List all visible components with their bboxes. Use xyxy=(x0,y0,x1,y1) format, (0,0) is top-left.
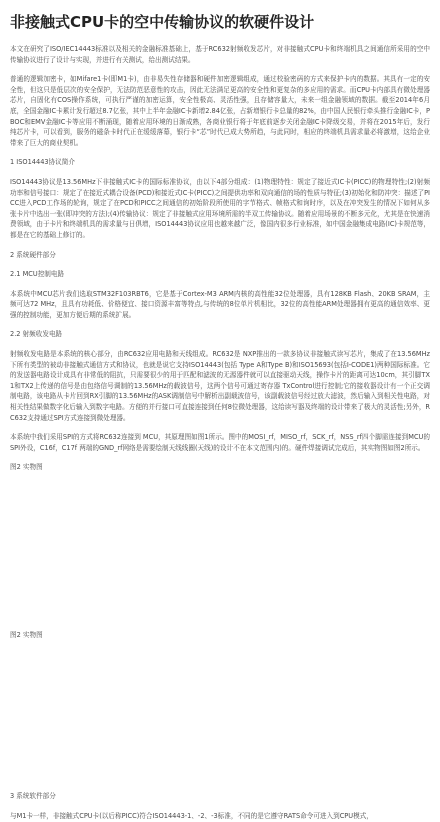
section-2-2-paragraph-1: 射频收发电路是本系统的核心部分，由RC632应用电路和天线组成。RC632是 NXP推出的一款多协议非接触式读写芯片，集成了在13.56MHz下所有类型的被动非接触式通信方式和协议，也就是说它支持ISO14443(包括 Type A和Type B)和ISO15693(包括I-CODE1)两种国际标准。它的发送器电路设计成具有非常低的阻抗，只需要很少的用于匹配和滤波的无源器件就可以直接驱动天线，操作卡片的距离可达10cm，其引脚TX1和TX2上传递的信号是由包络信号调制的13.56MHz的载波信号，这两个信号可通过寄存器 TxControl进行控制;它的接收器设计有一个正交调制电路，该电路从卡片回到RX引脚的13.56MHz的ASK调制信号中解析出副载波信号，该副载波信号经过放大滤波，然后输入到相关性电路，对相关性结果做数字化后输入到数字电路。方便的并行接口可直接连接到任何8位微处理器，这给读写器及终端的设计带来了极大的灵活性;另外，RC632支持通过SPI方式连接到微处理器。 xyxy=(10,350,430,422)
section-1-paragraph: ISO14443协议是13.56MHz下非接触式IC卡的国际标准协议，由以下4部分组成：(1)物理特性：规定了接近式IC卡(PICC)的物理特性;(2)射频功率和信号接口：规定了在接近式耦合设备(PCD)和接近式IC卡(PICC)之间提供功率和双向通信的场的性质与特征;(3)初始化和防冲突：描述了PICC进入PCD工作场的轮询，规定了在PCD和PICC之间通信的初始阶段所使用的字节格式、帧格式和询时序，以及在冲突发生的情况下如何从多张卡片中选出一张(即冲突的方法);(4)传输协议：规定了非接触式应用环境所需的半双工传输协议。随着应用场景的不断多元化，尤其是在快速消费领域，由于卡片和终端机具的需求量与日俱增，ISO14443协议应用也越来越广泛，像国内很多行业标准，如中国金融集成电路(IC)卡规范等，都是在它的基础上修订的。 xyxy=(10,177,430,239)
figure-caption: 图2 实物图 xyxy=(10,631,43,640)
figure-image-placeholder xyxy=(10,640,430,791)
abstract-paragraph: 本文在研究了ISO/IEC14443标准以及相关的金融标准基础上，基于RC632射频收发芯片，对非接触式CPU卡和终端机具之间通信所采用的空中传输协议进行了设计与实现，并进行有关测试，给出测试结果。 xyxy=(10,45,430,64)
figure-2-block xyxy=(10,462,430,628)
figure-2-repeat-block xyxy=(10,630,430,791)
intro-paragraph: 普通的逻辑加密卡，如Mifare1卡(即M1卡)，由非易失性存储器和硬件加密逻辑组成，通过校验密码的方式来保护卡内的数据。其具有一定的安全性，但这只是低层次的安全保护，无法防范恶意性的攻击，因此无法满足更高的安全性和更复杂的多应用的需求。而CPU卡内部具有微处理器芯片，自固化有COS操作系统，可执行严谨的加密运算，安全性极高、灵活性强，且存储容量大，未来一组金融领域的数据。截至2014年6月底，全国金融IC卡累计发行超过8.7亿张，其中上半年金融IC卡新增2.84亿张，占新增银行卡总量的82%，由中国人民银行牵头推行金融IC卡，PBOC和EMV金融IC卡等应用不断涌现，随着应用环境的日渐成熟，各商业银行将于年底前逐步关闭金融IC卡降级交易，并将在2015年后，发行纯芯片卡，可以看到，服务的磁条卡时代正在缓缓落幕，银行卡“芯”时代已成大势所趋，与此同时，相应的终端机具需求量必将激增，这给企业带来了巨大的商业契机。 xyxy=(10,75,430,147)
section-3-paragraph: 与M1卡一样，非接触式CPU卡(以后称PICC)符合ISO14443-1、-2、-3标准，不同的是它遵守RATS命令可进入到CPU模式， xyxy=(10,812,373,820)
section-1-heading: 1 ISO14443协议简介 xyxy=(10,158,75,167)
section-2-2-paragraph-2: 本系统中我们采用SPI的方式将RC632连接到 MCU，其原理图如图1所示。图中的MOSI_rf，MISO_rf，SCK_rf，NSS_rf四个脚需连接到MCU的SPI外设，C16f，C17f 两端的GND_rf网络是需要绘制天线线圈(天线)的设计不在本文范围内)的。硬件焊接调试完成后，其实物图如图2所示。 xyxy=(10,433,430,452)
page-title: 非接触式CPU卡的空中传输协议的软硬件设计 xyxy=(10,13,315,31)
section-2-1-paragraph: 本系统中MCU芯片我们选取STM32F103RBT6，它是基于Cortex-M3 ARM内核的高性能32位处理器，具有128KB Flash、20KB SRAM，主频可达72 MHz，且具有功耗低、价格便宜、接口资源丰富等特点,与传统的8位单片机相比，32位的高性能ARM处理器拥有更高的通信效率、更强的控制功能，更加方便后期的系统扩展。 xyxy=(10,289,430,319)
figure-image-placeholder xyxy=(10,472,430,628)
figure-caption: 图2 实物图 xyxy=(10,463,43,472)
section-3-heading: 3 系统软件部分 xyxy=(10,792,56,801)
section-2-2-heading: 2.2 射频收发电路 xyxy=(10,330,63,339)
section-2-1-heading: 2.1 MCU控制电路 xyxy=(10,270,65,279)
section-2-heading: 2 系统硬件部分 xyxy=(10,250,56,259)
